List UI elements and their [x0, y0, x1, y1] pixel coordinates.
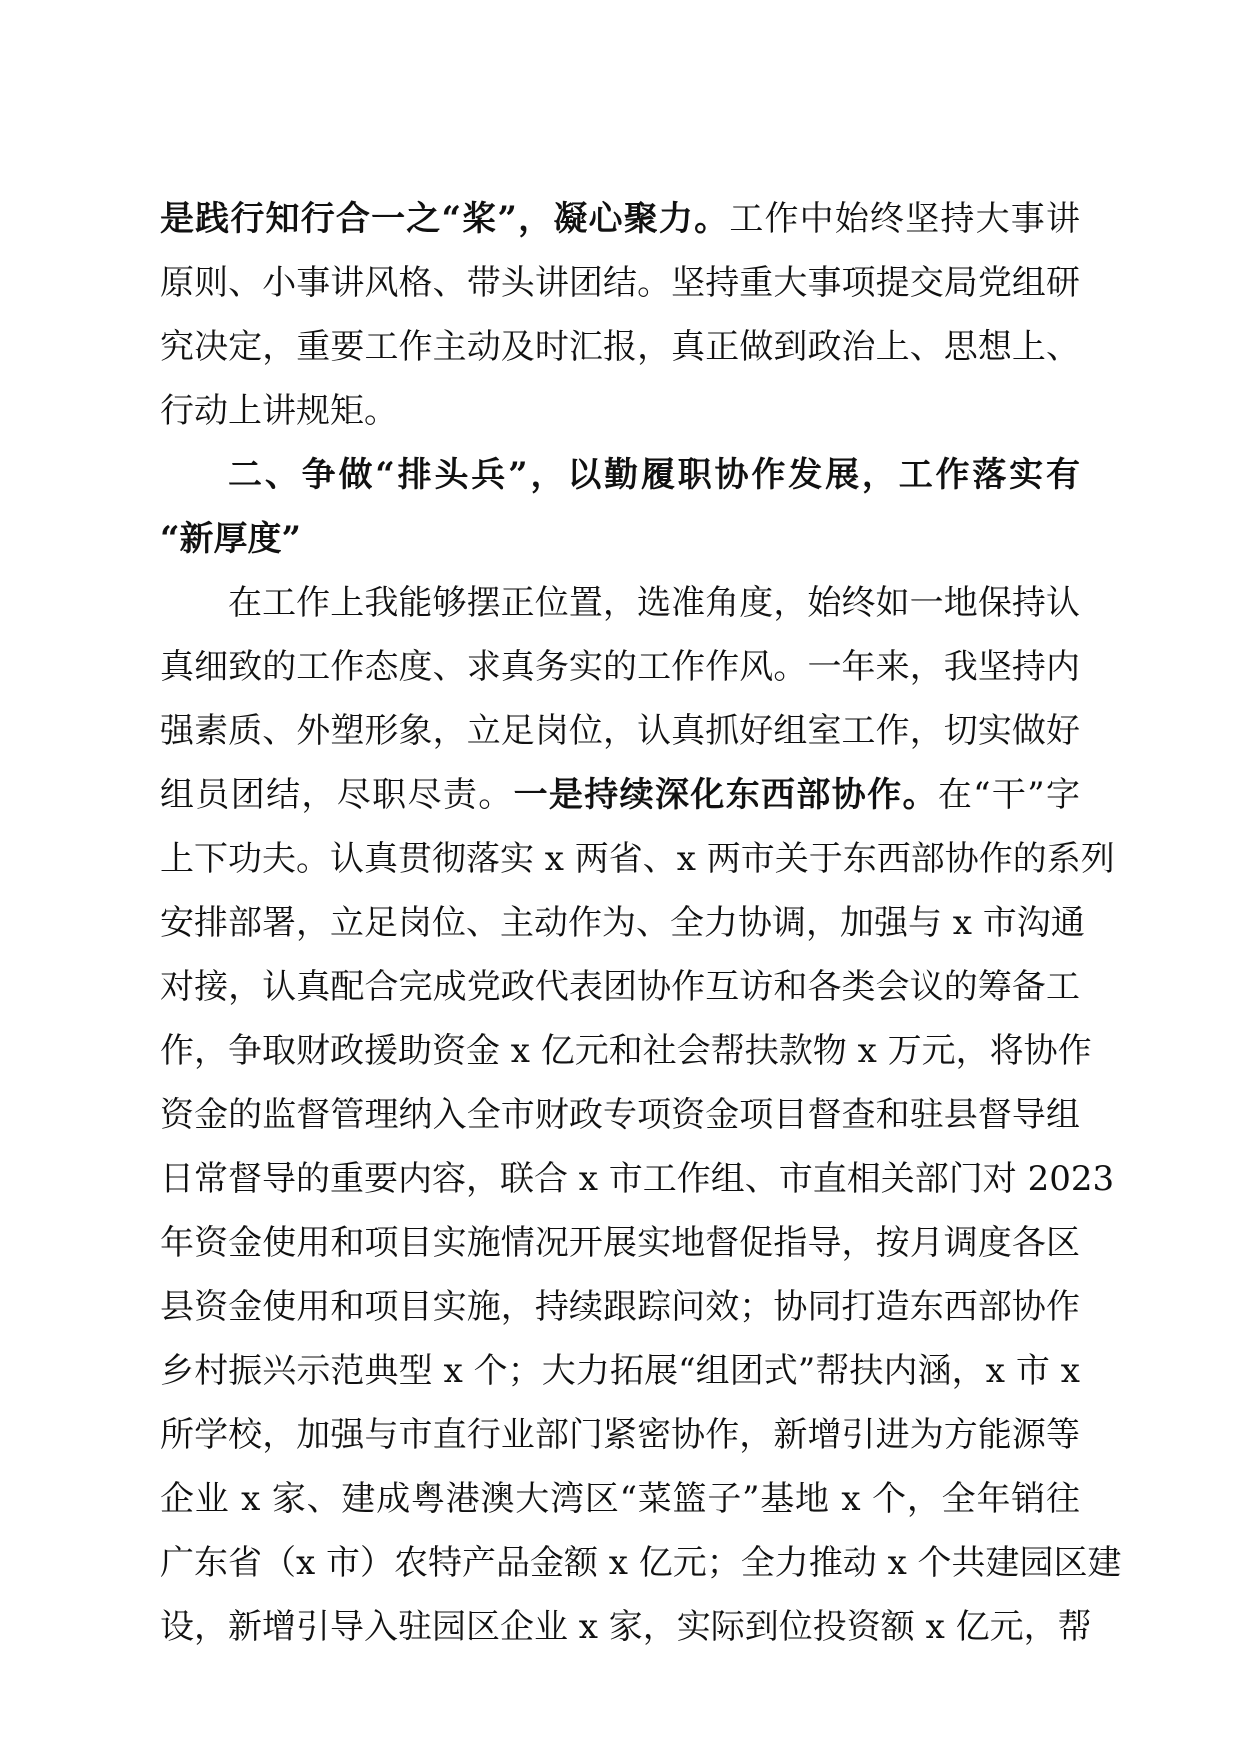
paragraph-2-line-6: 安排部署，立足岗位、主动作为、全力协调，加强与 x 市沟通	[160, 903, 1085, 943]
paragraph-2-line-10: 日常督导的重要内容，联合 x 市工作组、市直相关部门对 2023	[160, 1159, 1115, 1199]
paragraph-2-line-3: 强素质、外塑形象，立足岗位，认真抓好组室工作，切实做好	[160, 711, 1080, 751]
paragraph-2-line-17: 设，新增引导入驻园区企业 x 家，实际到位投资额 x 亿元，帮	[160, 1607, 1092, 1647]
paragraph-1-line-1	[160, 187, 1080, 251]
paragraph-1-line-4: 行动上讲规矩。	[160, 391, 398, 431]
bold-point-one: 一是持续深化东西部协作。	[513, 775, 938, 815]
paragraph-2-line-8: 作，争取财政援助资金 x 亿元和社会帮扶款物 x 万元，将协作	[160, 1031, 1092, 1071]
paragraph-2-line-13: 乡村振兴示范典型 x 个；大力拓展“组团式”帮扶内涵，x 市 x	[160, 1351, 1080, 1391]
paragraph-1-line-2: 原则、小事讲风格、带头讲团结。坚持重大事项提交局党组研	[160, 263, 1080, 303]
paragraph-2-line-15: 企业 x 家、建成粤港澳大湾区“菜篮子”基地 x 个，全年销往	[160, 1479, 1080, 1519]
paragraph-2-line-1: 在工作上我能够摆正位置，选准角度，始终如一地保持认	[228, 583, 1080, 623]
paragraph-2-line-2: 真细致的工作态度、求真务实的工作作风。一年来，我坚持内	[160, 647, 1080, 687]
section-heading-line-1: 二、争做“排头兵”，以勤履职协作发展，工作落实有	[228, 455, 1080, 495]
paragraph-2-line-4-post: 在“干”字	[937, 775, 1081, 815]
paragraph-1-line-1-rest: 工作中始终坚持大事讲	[729, 199, 1080, 239]
document-page	[160, 187, 1122, 1659]
paragraph-2-line-12: 县资金使用和项目实施，持续跟踪问效；协同打造东西部协作	[160, 1287, 1080, 1327]
paragraph-2-line-7: 对接，认真配合完成党政代表团协作互访和各类会议的筹备工	[160, 967, 1080, 1007]
paragraph-2-line-4	[160, 763, 1080, 827]
paragraph-2-line-16: 广东省（x 市）农特产品金额 x 亿元；全力推动 x 个共建园区建	[160, 1543, 1122, 1583]
paragraph-2-line-14: 所学校，加强与市直行业部门紧密协作，新增引进为方能源等	[160, 1415, 1080, 1455]
paragraph-2-line-11: 年资金使用和项目实施情况开展实地督促指导，按月调度各区	[160, 1223, 1080, 1263]
paragraph-2-line-9: 资金的监督管理纳入全市财政专项资金项目督查和驻县督导组	[160, 1095, 1080, 1135]
paragraph-1-line-3: 究决定，重要工作主动及时汇报，真正做到政治上、思想上、	[160, 327, 1080, 367]
bold-lead-phrase: 是践行知行合一之“桨”，凝心聚力。	[160, 199, 730, 239]
paragraph-2-line-4-pre: 组员团结，尽职尽责。	[160, 775, 514, 815]
paragraph-2-line-5: 上下功夫。认真贯彻落实 x 两省、x 两市关于东西部协作的系列	[160, 839, 1115, 879]
section-heading-line-2: “新厚度”	[160, 519, 302, 559]
